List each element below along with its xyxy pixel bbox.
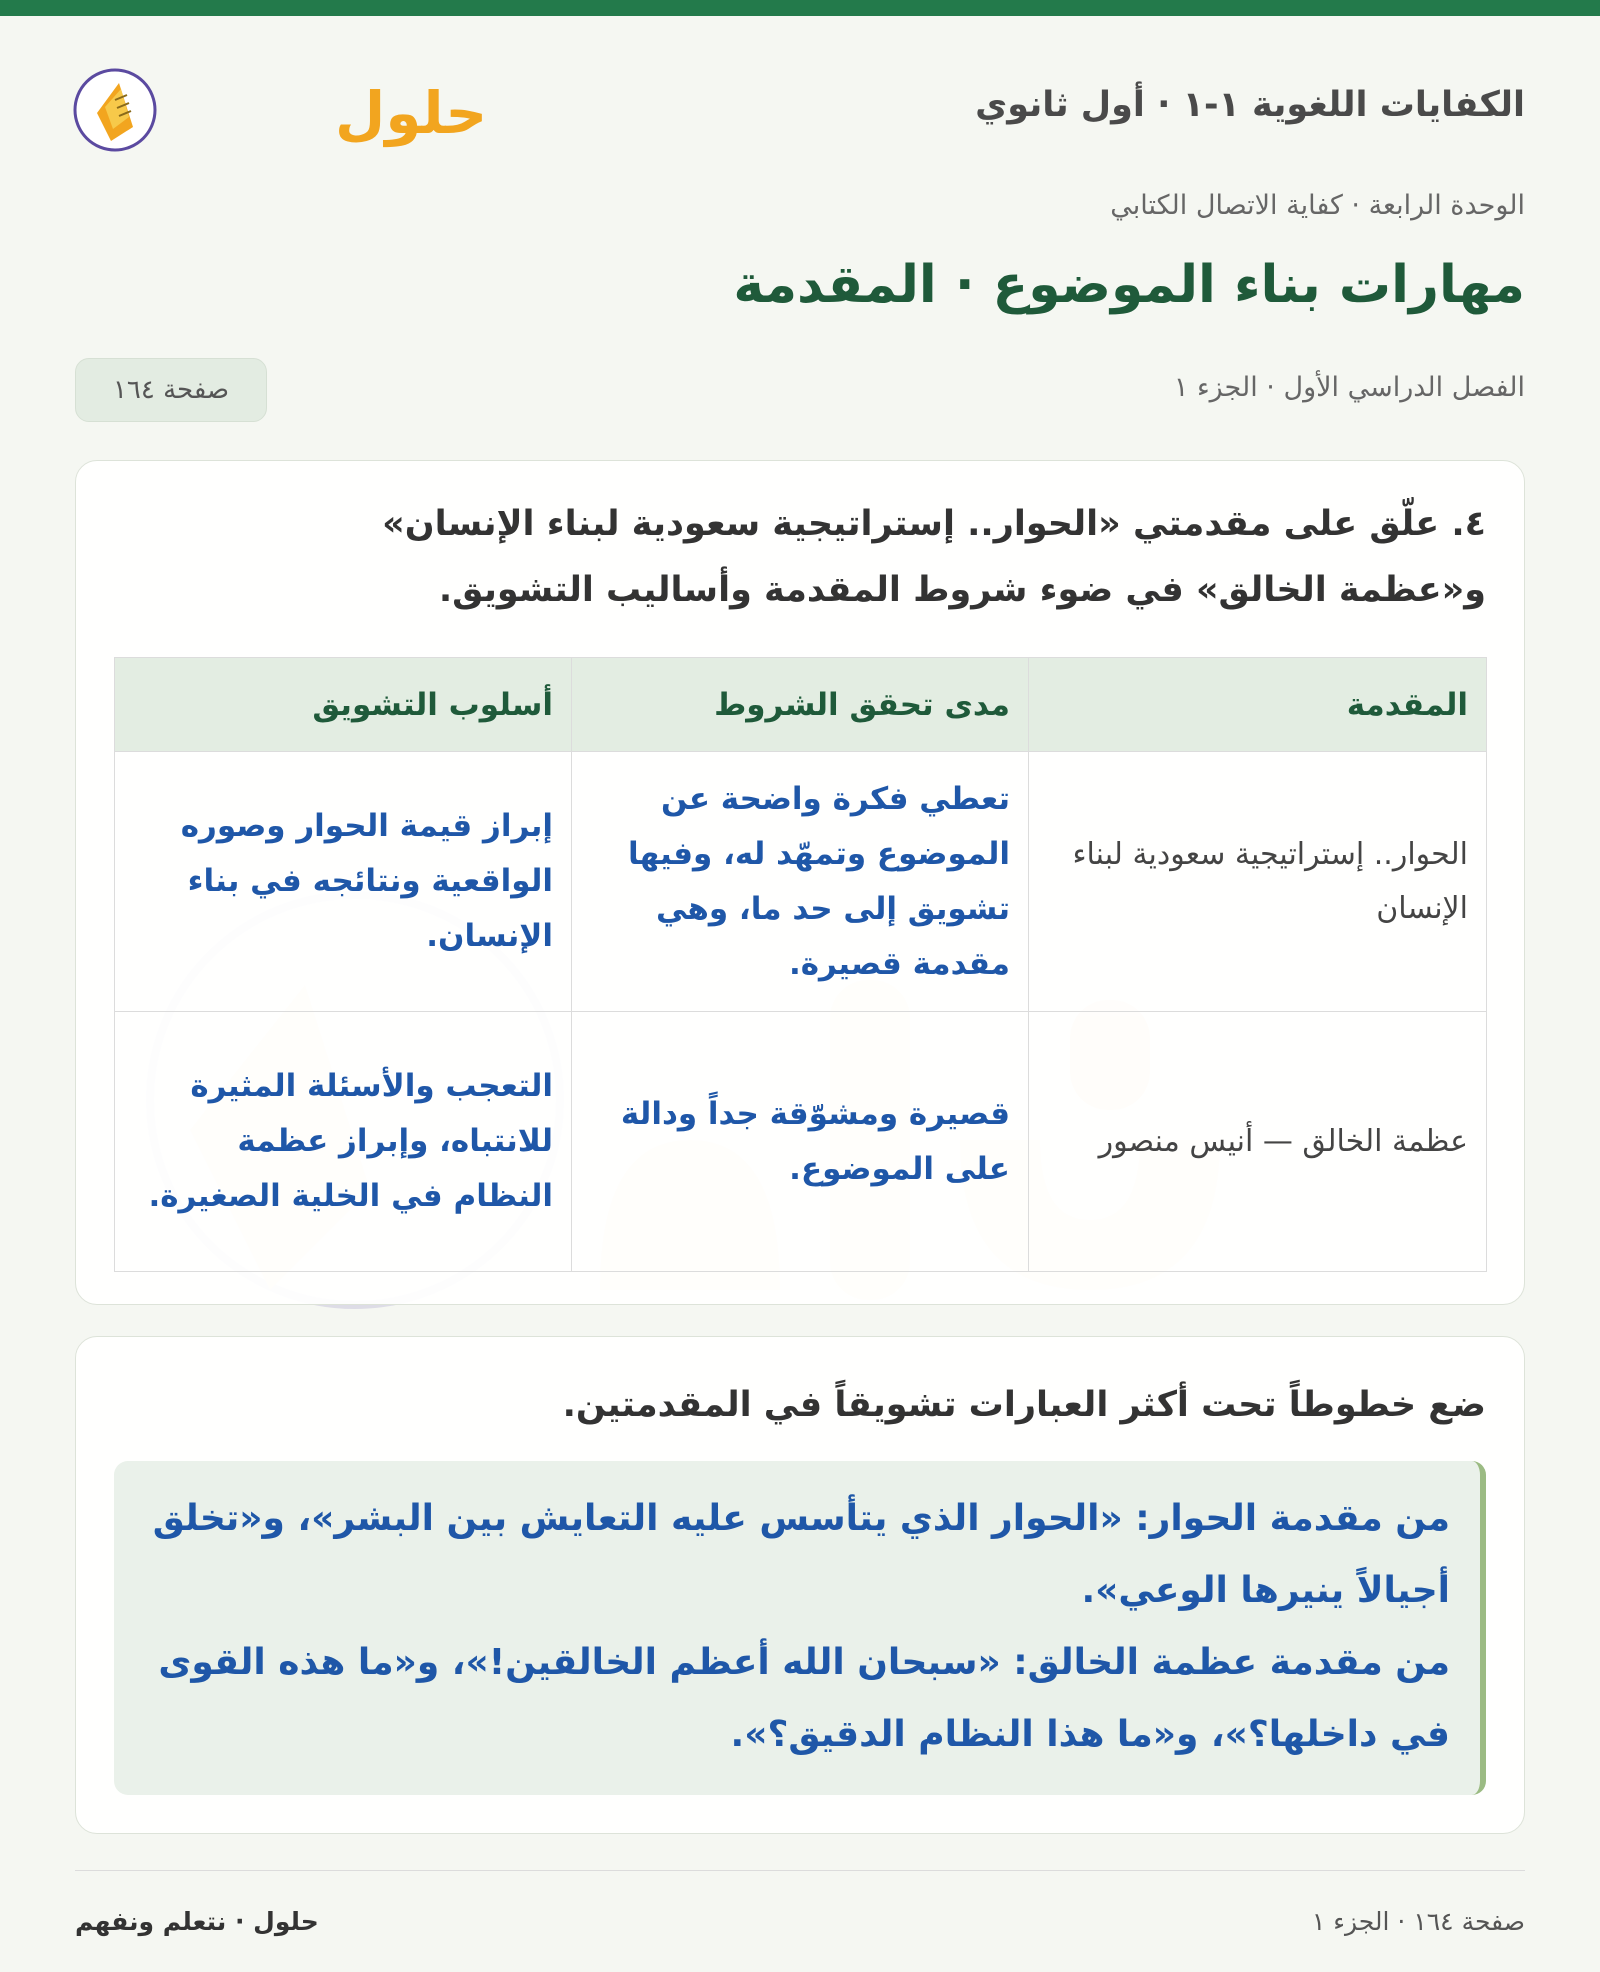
answer-paragraph-1: من مقدمة الحوار: «الحوار الذي يتأسس عليه التعايش بين البشر»، و«تخلق أجيالاً ينيرها الوعي».: [152, 1498, 1450, 1611]
top-accent-bar: [0, 0, 1600, 16]
intro-cell: الحوار.. إستراتيجية سعودية لبناء الإنسان: [1029, 752, 1487, 1012]
underline-task-card: [75, 1336, 1525, 1834]
unit-breadcrumb: الوحدة الرابعة · كفاية الاتصال الكتابي: [1110, 190, 1525, 221]
style-cell: التعجب والأسئلة المثيرة للانتباه، وإبراز عظمة النظام في الخلية الصغيرة.: [115, 1012, 572, 1272]
intro-cell: عظمة الخالق — أنيس منصور: [1029, 1012, 1487, 1272]
footer-brand: حلول · نتعلم ونفهم: [75, 1907, 319, 1936]
page-title: مهارات بناء الموضوع · المقدمة: [733, 255, 1525, 315]
subject-title: الكفايات اللغوية ١-١ · أول ثانوي: [975, 85, 1525, 125]
answer-paragraph-2: من مقدمة عظمة الخالق: «سبحان الله أعظم الخالقين!»، و«ما هذه القوى في داخلها؟»، و«ما هذا النظام الدقيق؟».: [158, 1642, 1450, 1755]
question-line-1: ٤. علّق على مقدمتي «الحوار.. إستراتيجية سعودية لبناء الإنسان»: [382, 504, 1486, 544]
table-row: [115, 1012, 1487, 1272]
task-instruction: ضع خطوطاً تحت أكثر العبارات تشويقاً في المقدمتين.: [562, 1385, 1486, 1425]
page-number-badge: صفحة ١٦٤: [75, 358, 267, 422]
question-text: [166, 491, 1486, 623]
conditions-cell: تعطي فكرة واضحة عن الموضوع وتمهّد له، وفيها تشويق إلى حد ما، وهي مقدمة قصيرة.: [572, 752, 1029, 1012]
table-row: [115, 752, 1487, 1012]
conditions-cell: قصيرة ومشوّقة جداً ودالة على الموضوع.: [572, 1012, 1029, 1272]
logo-text: حلول: [335, 79, 488, 147]
answer-table: [114, 657, 1487, 1272]
table-header-row: [115, 658, 1487, 752]
hulul-logo: [75, 55, 488, 165]
page-header: [75, 55, 1525, 165]
column-header: المقدمة: [1029, 658, 1487, 752]
semester-info: الفصل الدراسي الأول · الجزء ١: [1173, 372, 1525, 403]
answer-box: [114, 1461, 1486, 1795]
question-card: [75, 460, 1525, 1305]
footer-divider: [75, 1870, 1525, 1871]
footer-page-info: صفحة ١٦٤ · الجزء ١: [1311, 1907, 1525, 1936]
column-header: أسلوب التشويق: [115, 658, 572, 752]
column-header: مدى تحقق الشروط: [572, 658, 1029, 752]
question-line-2: و«عظمة الخالق» في ضوء شروط المقدمة وأساليب التشويق.: [438, 570, 1486, 610]
style-cell: إبراز قيمة الحوار وصوره الواقعية ونتائجه في بناء الإنسان.: [115, 752, 572, 1012]
